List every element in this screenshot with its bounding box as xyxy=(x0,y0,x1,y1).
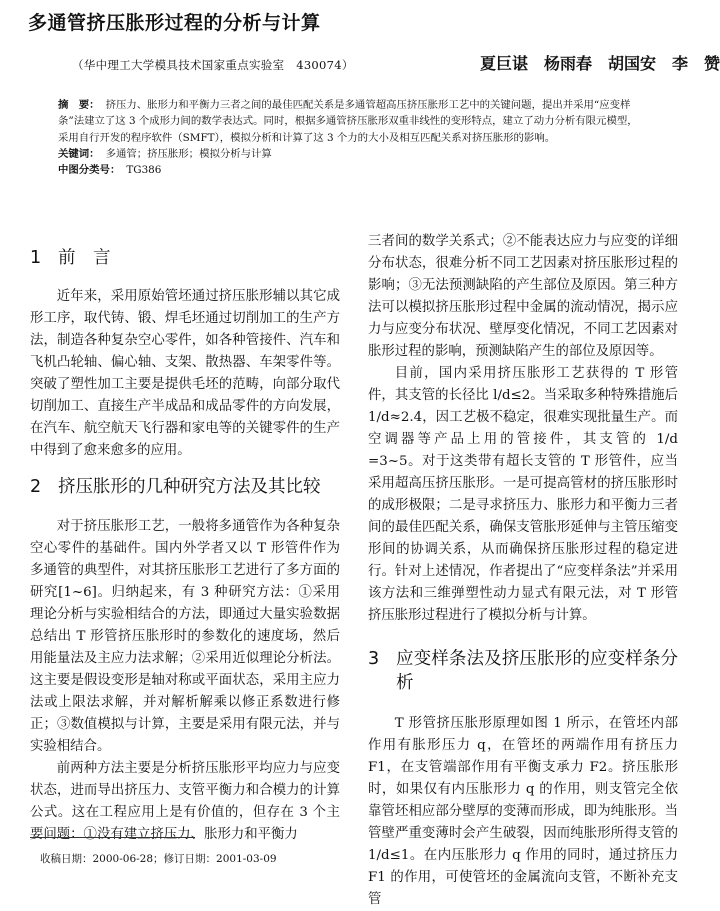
paragraph: 前两种方法主要是分析挤压胀形平均应力与应变状态，进而导出挤压力、支管平衡力和合模力的计算公式。这在工程应用上是有价值的，但存在 3 个主要问题：①没有建立挤压力、胀形力和平衡力 xyxy=(30,761,340,842)
section-number: 1 xyxy=(30,248,42,268)
section-title: 应变样条法及挤压胀形的应变样条分析 xyxy=(396,649,678,693)
paragraph: 近年来，采用原始管坯通过挤压胀形辅以其它成形工序，取代铸、锻、焊毛坯通过切削加工的生产方法，制造各种复杂空心零件，如各种管接件、汽车和飞机凸轮轴、偏心轴、支架、散热器、车架零件等。突破了塑性加工主要是提供毛坯的范畴，向部分取代切削加工、直接生产半成品和成品零件的方向发展，在汽车、航空航天飞行器和家电等的关键零件的生产中得到了愈来愈多的应用。 xyxy=(30,289,340,458)
section-heading-2 xyxy=(30,475,340,499)
paragraph: 目前，国内采用挤压胀形工艺获得的 T 形管件，其支管的长径比 l/d≤2。当采取多种特殊措施后 1/d≈2.4，因工艺极不稳定，很难实现批量生产。而空调器等产品上用的管接件，其支管的 1/d =3~5。对于这类带有超长支管的 T 形管件，应当采用超高压挤压胀形。一是可提高管材的挤压胀形时的成形极限；二是寻求挤压力、胀形力和平衡力三者间的最佳匹配关系，确保支管胀形延伸与主管压缩变形间的协调关系，从而确保挤压胀形过程的稳定进行。针对上述情况，作者提出了“应变样条法”并采用该方法和三维弹塑性动力显式有限元法，对 T 形管挤压胀形过程进行了模拟分析与计算。 xyxy=(368,366,678,623)
paragraph: T 形管挤压胀形原理如图 1 所示，在管坯内部作用有胀形压力 q，在管坯的两端作用有挤压力 F1，在支管端部作用有平衡支承力 F2。挤压胀形时，如果仅有内压胀形力 q 的作用，则支管完全依靠管坯相应部分壁厚的变薄而形成，即为纯胀形。当管壁严重变薄时会产生破裂，因而纯胀形所得支管的 1/d≤1。在内压胀形力 q 作用的同时，通过挤压力 F1 的作用，可使管坯的金属流向支管，不断补充支管 xyxy=(368,716,678,907)
footnote-divider xyxy=(30,837,195,838)
section-heading-3 xyxy=(368,647,678,695)
classification-label: 中图分类号： xyxy=(58,164,121,177)
section-heading-1 xyxy=(30,246,340,270)
paragraph: 对于挤压胀形工艺，一般将多通管作为各种复杂空心零件的基础件。国内外学者又以 T 形管件作为多通管的典型件，对其挤压胀形工艺进行了多方面的研究[1~6]。归纳起来，有 3 种研究方法：①采用理论分析与实验相结合的方法，即通过大量实验数据总结出 T 形管挤压胀形时的参数化的速度场，然后用能量法及主应力法求解；②采用近似理论分析法。这主要是假设变形是轴对称或平面状态，采用主应力法或上限法求解，并对解析解乘以修正系数进行修正；③数值模拟与计算，主要是采用有限元法，并与实验相结合。 xyxy=(30,519,340,754)
paper-title: 多通管挤压胀形过程的分析与计算 xyxy=(28,12,321,34)
affiliation-line xyxy=(72,54,720,73)
section-number: 2 xyxy=(30,477,42,497)
abstract-text: 挤压力、胀形力和平衡力三者之间的最佳匹配关系是多通管超高压挤压胀形工艺中的关键问题，提出并采用“应变样条”法建立了这 3 个成形力间的数学表达式。同时，根据多通管挤压胀形双重非线性的变形特点，建立了动力分析有限元模型，采用自行开发的程序软件（SMFT），模拟分析和计算了这 3 个力的大小及相互匹配关系对挤压胀形的影响。 xyxy=(58,99,638,144)
classification xyxy=(58,162,643,178)
keywords-label: 关键词： xyxy=(58,147,100,160)
received-date: 收稿日期：2000-06-28；修订日期：2001-03-09 xyxy=(40,853,277,865)
section-title: 挤压胀形的几种研究方法及其比较 xyxy=(58,477,321,497)
paragraph: 三者间的数学关系式；②不能表达应力与应变的详细分布状态，很难分析不同工艺因素对挤压胀形过程的影响；③无法预测缺陷的产生部位及原因。第三种方法可以模拟挤压胀形过程中金属的流动情况，揭示应力与应变分布状况、壁厚变化情况，不同工艺因素对胀形过程的影响，预测缺陷产生的部位及原因等。 xyxy=(368,234,678,359)
affiliation: （华中理工大学模具技术国家重点实验室 430074） xyxy=(72,58,354,72)
abstract-label: 摘 要： xyxy=(58,99,100,111)
classification-value: TG386 xyxy=(126,164,162,177)
abstract-block xyxy=(58,97,643,178)
left-column xyxy=(30,231,340,846)
section-title: 前 言 xyxy=(58,248,111,268)
authors: 夏巨谌 杨雨春 胡国安 李 赞 xyxy=(480,54,720,73)
keywords-text: 多通管；挤压胀形；模拟分析与计算 xyxy=(105,147,272,160)
right-column xyxy=(368,231,678,911)
keywords xyxy=(58,146,643,162)
section-number: 3 xyxy=(368,649,380,669)
abstract xyxy=(58,97,643,146)
